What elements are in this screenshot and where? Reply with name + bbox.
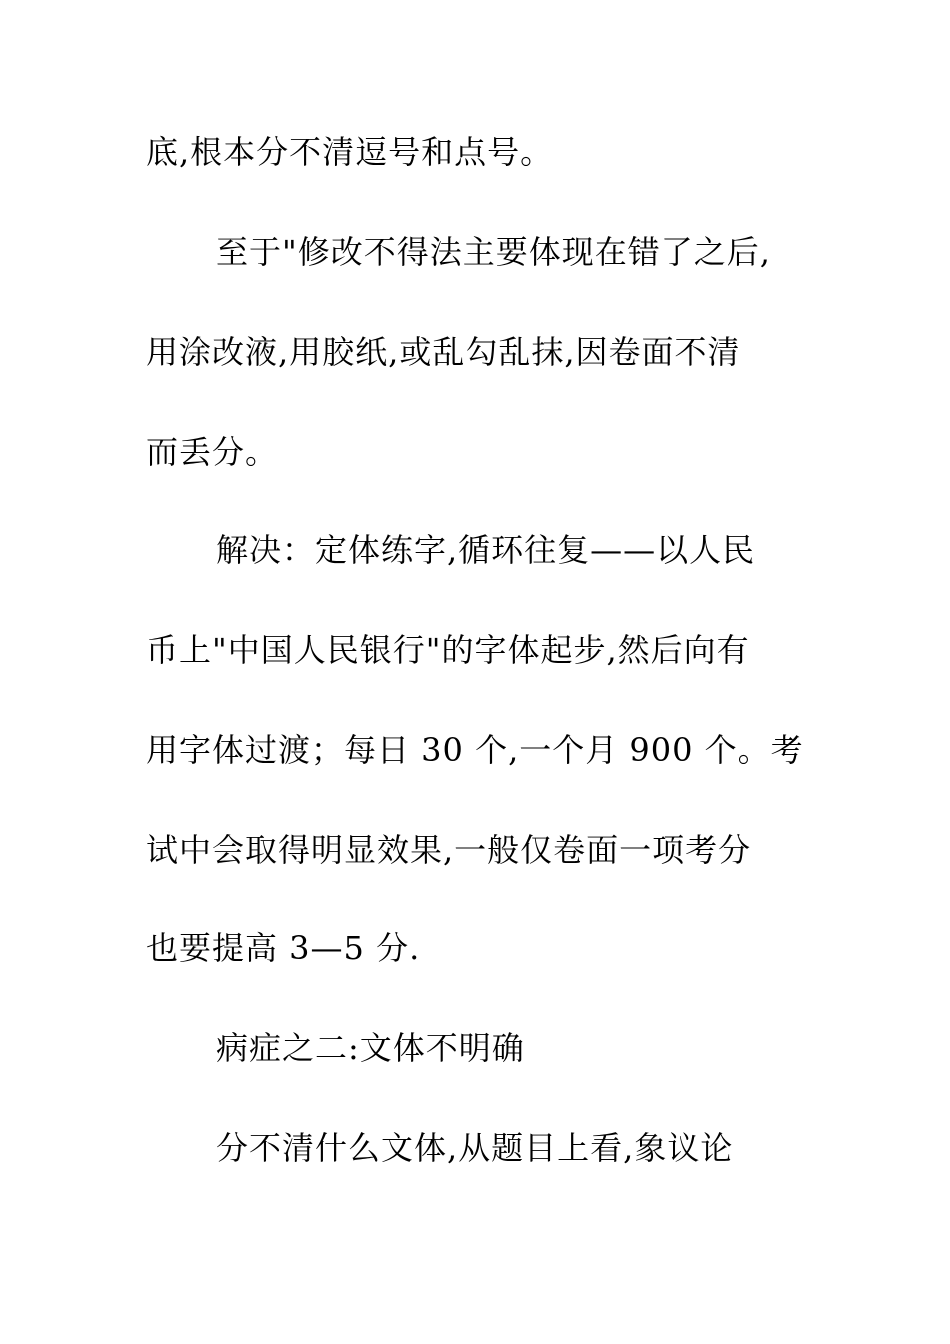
text-line-1: 底,根本分不清逗号和点号。 [146, 133, 554, 171]
section-heading: 病症之二:文体不明确 [216, 1029, 525, 1067]
text-line-11: 分不清什么文体,从题目上看,象议论 [216, 1129, 734, 1167]
text-line-9: 也要提高 3—5 分. [146, 929, 421, 967]
text-line-8: 试中会取得明显效果,一般仅卷面一项考分 [146, 831, 752, 869]
text-line-4: 而丢分。 [146, 433, 279, 471]
text-line-5: 解决：定体练字,循环往复——以人民 [216, 531, 756, 569]
text-line-6: 币上"中国人民银行"的字体起步,然后向有 [146, 631, 750, 669]
text-line-3: 用涂改液,用胶纸,或乱勾乱抹,因卷面不清 [146, 333, 741, 371]
text-line-7: 用字体过渡；每日 30 个,一个月 900 个。考 [146, 731, 804, 769]
text-line-2: 至于"修改不得法主要体现在错了之后, [216, 233, 771, 271]
